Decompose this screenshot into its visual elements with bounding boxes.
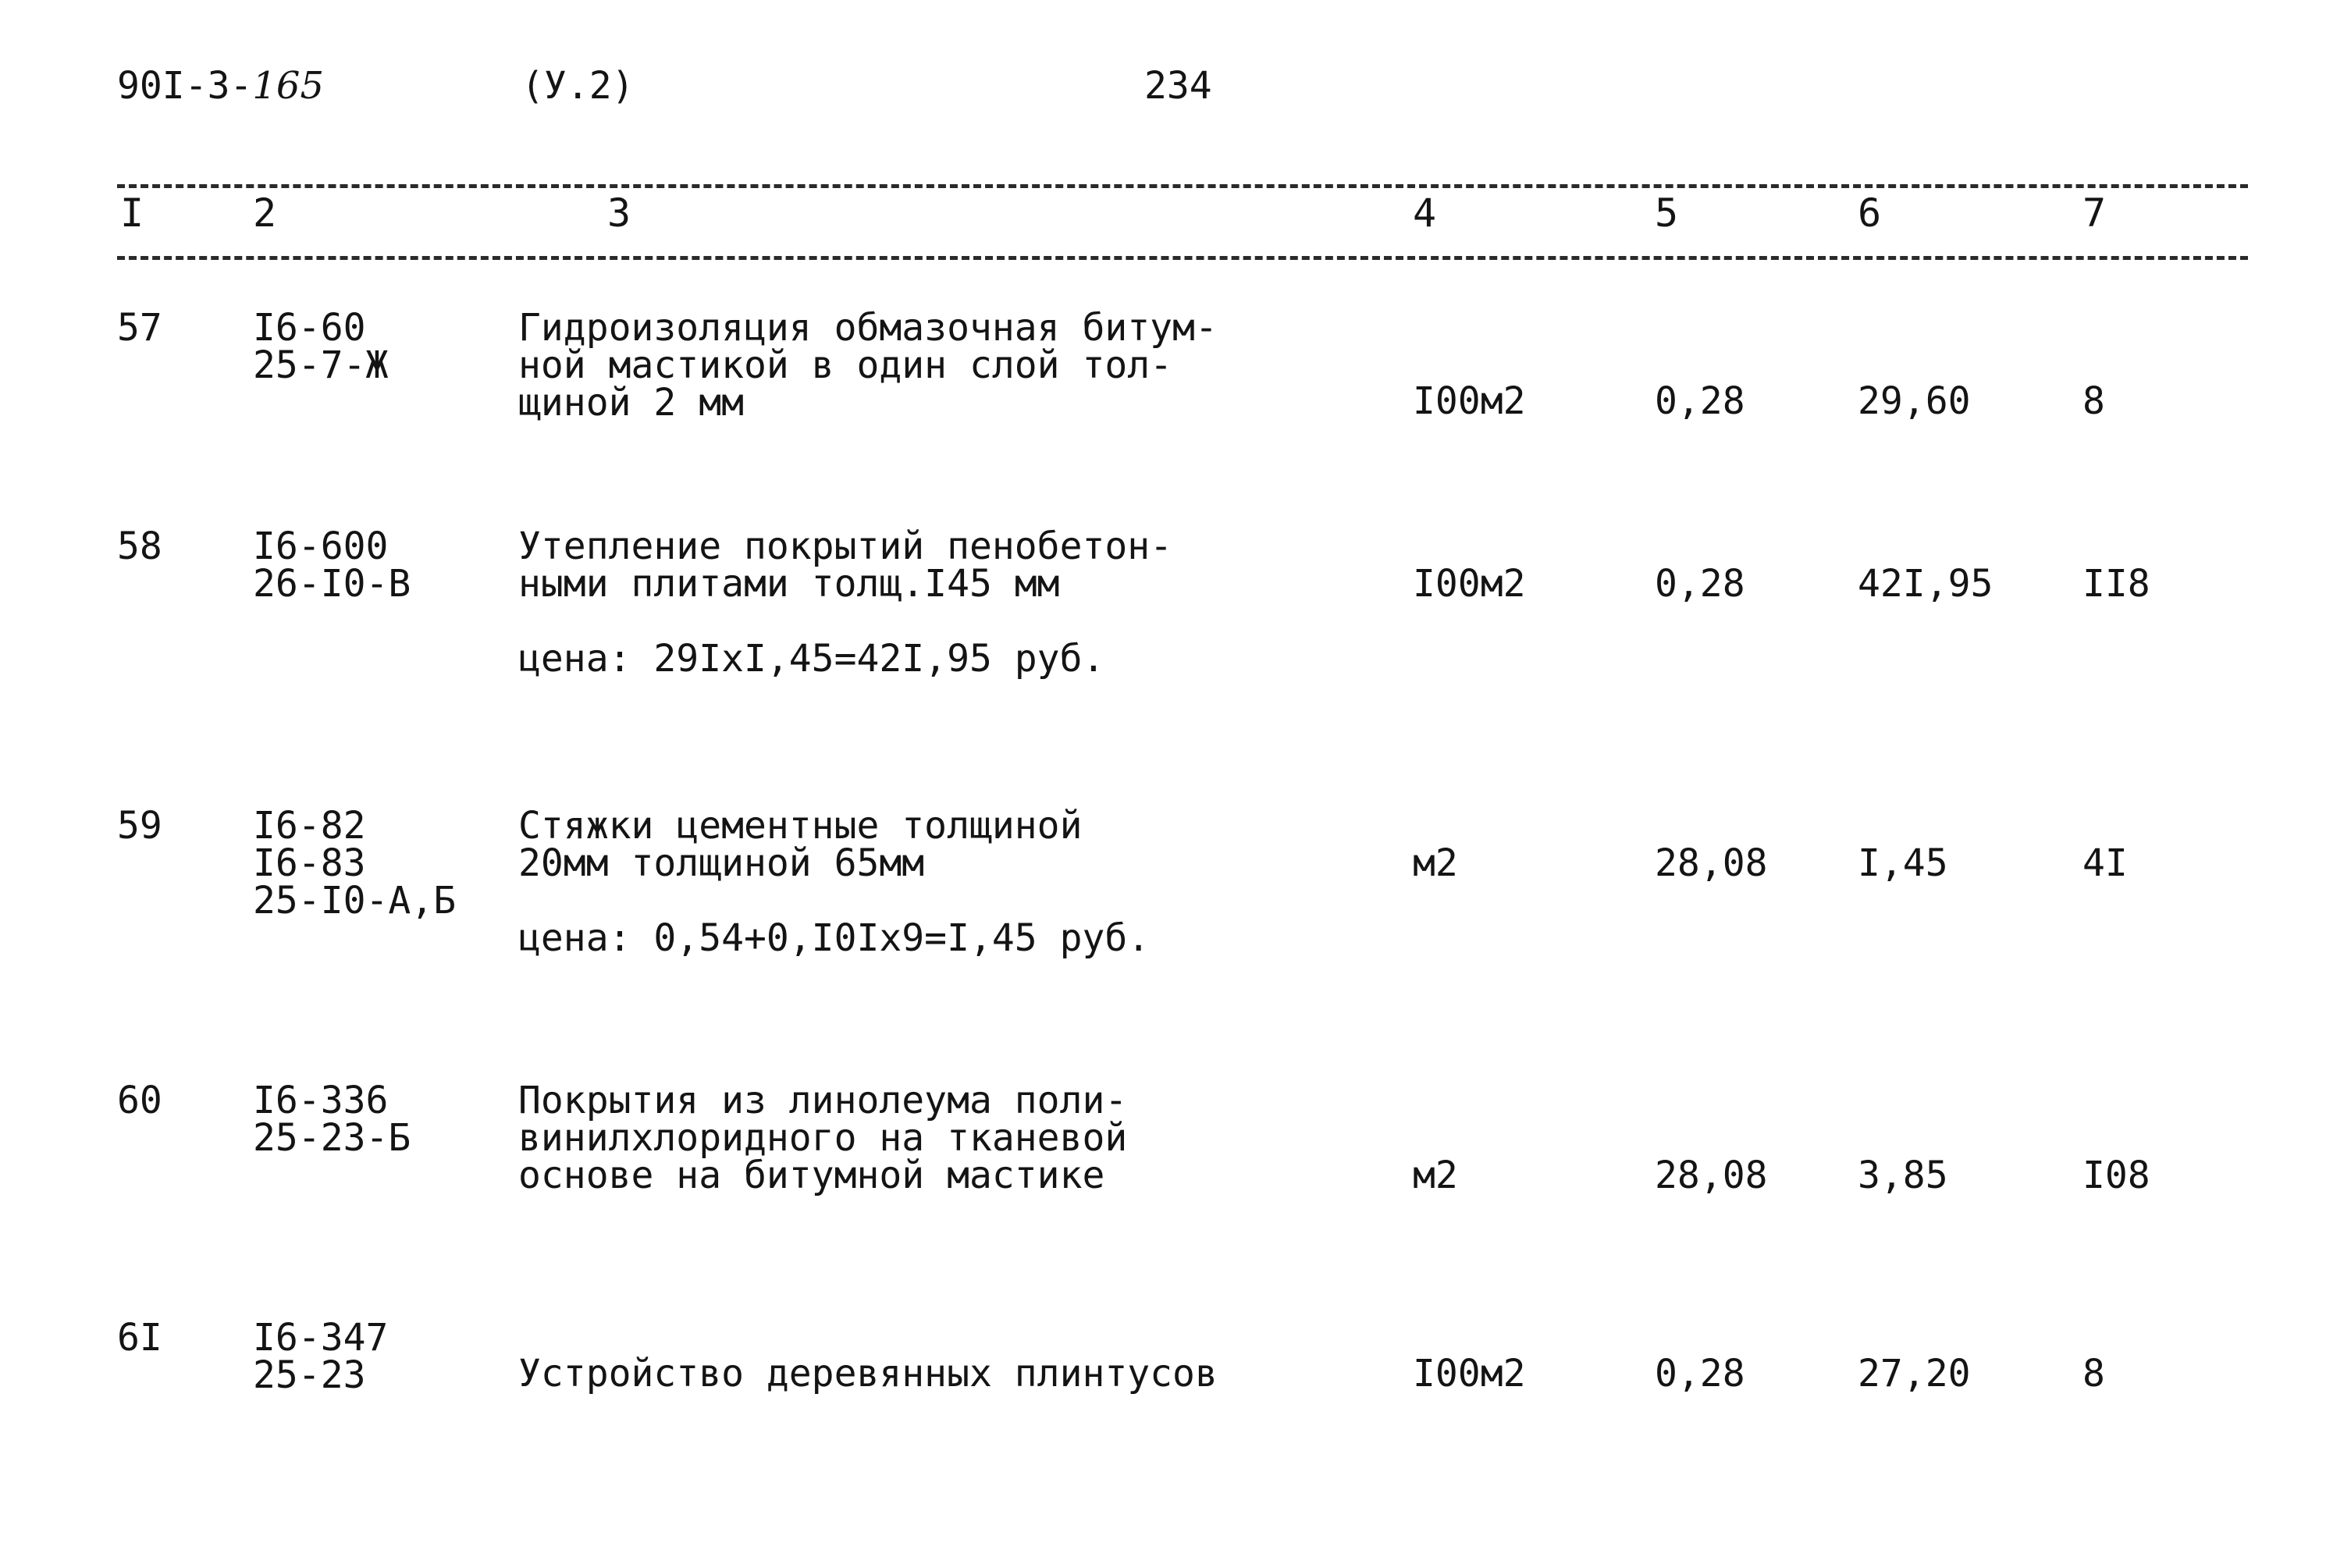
description-line: винилхлоридного на тканевой	[518, 1116, 1128, 1160]
column-header-6: 6	[1858, 190, 1882, 236]
quantity: 0,28	[1655, 1352, 1745, 1396]
document-code-handwritten: 165	[252, 64, 325, 108]
norm-code: I6-600	[253, 524, 389, 568]
header-top-rule	[117, 184, 2248, 188]
unit-price: 3,85	[1858, 1154, 1948, 1197]
norm-code: I6-83	[253, 841, 366, 885]
section-label: (У.2)	[521, 64, 635, 108]
norm-code: 25-23-Б	[253, 1116, 411, 1160]
unit: м2	[1413, 1154, 1458, 1197]
norm-codes	[253, 306, 389, 387]
row-number: 60	[117, 1079, 162, 1122]
description-line: Покрытия из линолеума поли-	[518, 1079, 1128, 1122]
unit: I00м2	[1413, 562, 1526, 606]
column-header-3: 3	[607, 190, 631, 236]
description-line: ными плитами толщ.I45 мм	[518, 562, 1060, 606]
norm-codes	[253, 1316, 389, 1397]
norm-code: I6-60	[253, 306, 366, 350]
page-number: 234	[1144, 64, 1212, 108]
norm-code: I6-82	[253, 804, 366, 848]
description-line: ной мастикой в один слой тол-	[518, 343, 1173, 387]
row-number: 6I	[117, 1316, 162, 1360]
total-cost: I08	[2082, 1154, 2150, 1197]
work-description	[518, 1352, 1218, 1396]
norm-code: 25-23	[253, 1353, 366, 1397]
description-line: 20мм толщиной 65мм	[518, 841, 925, 885]
work-description	[518, 306, 1218, 425]
price-calculation: цена: 29IxI,45=42I,95 руб.	[518, 637, 1105, 681]
norm-codes	[253, 524, 411, 606]
description-line: Устройство деревянных плинтусов	[518, 1352, 1218, 1396]
norm-code: I6-347	[253, 1316, 389, 1360]
norm-code: I6-336	[253, 1079, 389, 1122]
work-description	[518, 524, 1173, 606]
quantity: 28,08	[1655, 841, 1768, 885]
document-code-prefix: 90I-3-	[117, 64, 253, 108]
row-number: 57	[117, 306, 162, 350]
column-header-7: 7	[2082, 190, 2107, 236]
unit-price: 27,20	[1858, 1352, 1971, 1396]
norm-codes	[253, 1079, 411, 1160]
norm-code: 26-I0-В	[253, 562, 411, 606]
unit: I00м2	[1413, 1352, 1526, 1396]
description-line: Гидроизоляция обмазочная битум-	[518, 306, 1218, 350]
description-line: щиной 2 мм	[518, 381, 744, 425]
norm-code: 25-7-Ж	[253, 343, 389, 387]
total-cost: 8	[2082, 1352, 2105, 1396]
quantity: 0,28	[1655, 562, 1745, 606]
total-cost: II8	[2082, 562, 2150, 606]
work-description	[518, 1079, 1128, 1197]
description-line: основе на битумной мастике	[518, 1154, 1105, 1197]
unit-price: I,45	[1858, 841, 1948, 885]
unit-price: 42I,95	[1858, 562, 1994, 606]
norm-codes	[253, 804, 457, 923]
column-header-5: 5	[1655, 190, 1679, 236]
unit: I00м2	[1413, 379, 1526, 423]
norm-code: 25-I0-А,Б	[253, 879, 457, 923]
description-line: Стяжки цементные толщиной	[518, 804, 1083, 848]
column-header-2: 2	[253, 190, 277, 236]
price-calculation: цена: 0,54+0,I0Ix9=I,45 руб.	[518, 916, 1151, 960]
quantity: 28,08	[1655, 1154, 1768, 1197]
row-number: 58	[117, 524, 162, 568]
column-header-4: 4	[1413, 190, 1437, 236]
total-cost: 8	[2082, 379, 2105, 423]
column-header-1: I	[120, 190, 144, 236]
unit: м2	[1413, 841, 1458, 885]
unit-price: 29,60	[1858, 379, 1971, 423]
total-cost: 4I	[2082, 841, 2128, 885]
description-line: Утепление покрытий пенобетон-	[518, 524, 1173, 568]
document-code	[117, 64, 324, 108]
row-number: 59	[117, 804, 162, 848]
header-bottom-rule	[117, 256, 2248, 260]
quantity: 0,28	[1655, 379, 1745, 423]
work-description	[518, 804, 1083, 885]
